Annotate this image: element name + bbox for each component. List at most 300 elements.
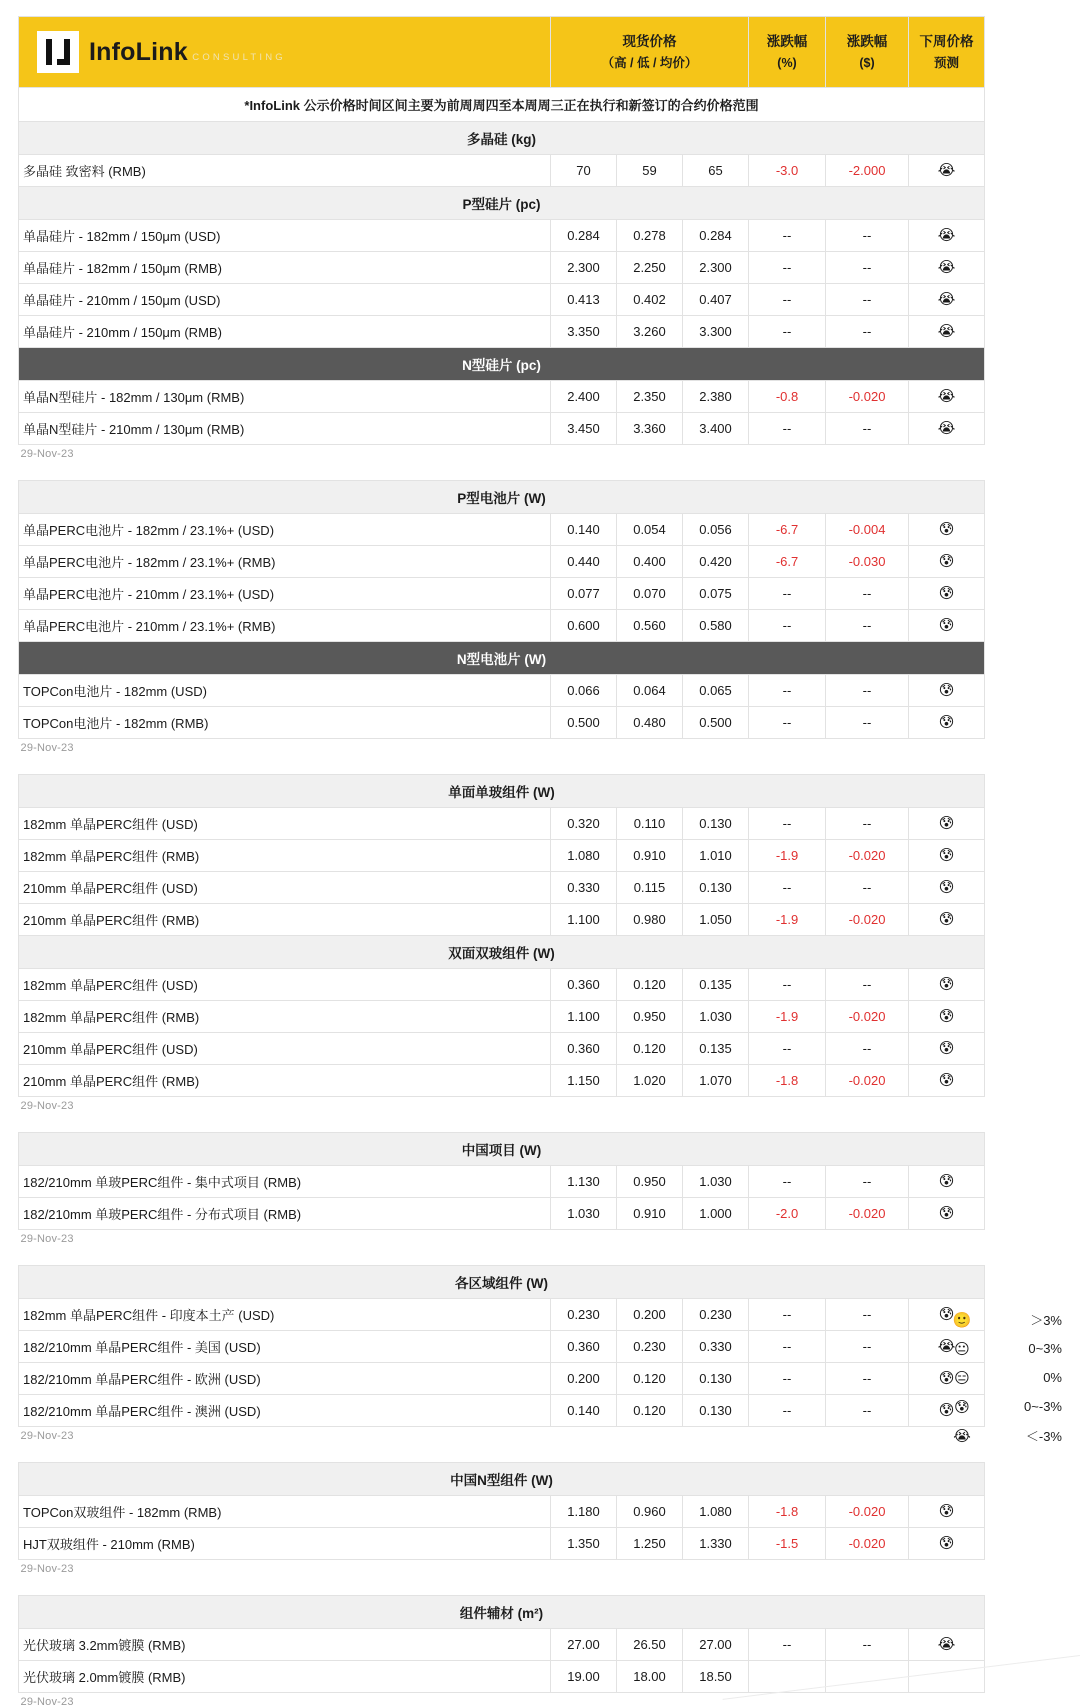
row-change-usd: -0.020 xyxy=(826,840,909,872)
row-label: 182mm 单晶PERC组件 (RMB) xyxy=(19,1001,551,1033)
row-label: 多晶硅 致密料 (RMB) xyxy=(19,155,551,187)
row-label: 光伏玻璃 2.0mm镀膜 (RMB) xyxy=(19,1661,551,1693)
row-high: 1.030 xyxy=(551,1198,617,1230)
price-table xyxy=(18,16,985,1708)
header-change-usd-sub: ($) xyxy=(828,53,906,74)
row-high: 0.330 xyxy=(551,872,617,904)
row-low: 0.950 xyxy=(617,1166,683,1198)
row-low: 0.402 xyxy=(617,284,683,316)
row-label: 182mm 单晶PERC组件 - 印度本土产 (USD) xyxy=(19,1299,551,1331)
row-change-pct: -1.8 xyxy=(749,1496,826,1528)
row-change-usd: -- xyxy=(826,1363,909,1395)
row-change-usd: -0.020 xyxy=(826,1496,909,1528)
row-low: 0.560 xyxy=(617,610,683,642)
row-change-usd: -- xyxy=(826,220,909,252)
row-high: 2.300 xyxy=(551,252,617,284)
row-change-pct: -- xyxy=(749,675,826,707)
table-row xyxy=(19,514,985,546)
table-row xyxy=(19,610,985,642)
row-low: 59 xyxy=(617,155,683,187)
row-label: 182/210mm 单晶PERC组件 - 澳洲 (USD) xyxy=(19,1395,551,1427)
row-forecast-face-icon: 😭 xyxy=(909,1331,985,1363)
row-forecast-face-icon: 😰 xyxy=(909,1166,985,1198)
row-label: 单晶硅片 - 210mm / 150μm (RMB) xyxy=(19,316,551,348)
row-label: 单晶PERC电池片 - 182mm / 23.1%+ (RMB) xyxy=(19,546,551,578)
row-high: 0.500 xyxy=(551,707,617,739)
table-header xyxy=(19,17,985,122)
row-change-pct: -- xyxy=(749,1363,826,1395)
row-change-pct: -- xyxy=(749,1331,826,1363)
row-forecast-face-icon: 😰 xyxy=(909,578,985,610)
row-low: 0.980 xyxy=(617,904,683,936)
row-average: 1.000 xyxy=(683,1198,749,1230)
row-low: 2.350 xyxy=(617,381,683,413)
table-row xyxy=(19,155,985,187)
row-average: 3.400 xyxy=(683,413,749,445)
row-average: 0.500 xyxy=(683,707,749,739)
row-label: 单晶PERC电池片 - 210mm / 23.1%+ (USD) xyxy=(19,578,551,610)
row-change-usd: -- xyxy=(826,872,909,904)
header-change-usd-title: 涨跌幅 xyxy=(847,34,888,49)
row-label: 210mm 单晶PERC组件 (USD) xyxy=(19,872,551,904)
row-change-pct: -1.9 xyxy=(749,1001,826,1033)
disclaimer-row xyxy=(19,88,985,122)
row-forecast-face-icon: 😰 xyxy=(909,546,985,578)
section-title: 中国N型组件 (W) xyxy=(19,1463,985,1496)
row-label: 单晶硅片 - 182mm / 150μm (RMB) xyxy=(19,252,551,284)
section-header-row xyxy=(19,187,985,220)
row-low: 0.054 xyxy=(617,514,683,546)
legend-label: 0~3% xyxy=(986,1341,1062,1356)
legend-face-icon: 😑 xyxy=(952,1369,972,1387)
row-high: 1.130 xyxy=(551,1166,617,1198)
date-stamp: 29-Nov-23 xyxy=(19,1097,985,1112)
row-change-usd: -0.020 xyxy=(826,904,909,936)
header-spot-price-title: 现货价格 xyxy=(623,34,677,49)
row-change-pct: -2.0 xyxy=(749,1198,826,1230)
row-change-usd: -- xyxy=(826,1629,909,1661)
section-title: N型硅片 (pc) xyxy=(19,348,985,381)
row-low: 0.200 xyxy=(617,1299,683,1331)
section-header-row xyxy=(19,348,985,381)
row-forecast-face-icon: 😭 xyxy=(909,284,985,316)
row-low: 0.070 xyxy=(617,578,683,610)
date-stamp: 29-Nov-23 xyxy=(19,739,985,754)
row-change-usd: -0.020 xyxy=(826,1198,909,1230)
section-title: 单面单玻组件 (W) xyxy=(19,775,985,808)
section-title: 各区域组件 (W) xyxy=(19,1266,985,1299)
row-forecast-face-icon: 😰 xyxy=(909,1528,985,1560)
disclaimer-text: *InfoLink 公示价格时间区间主要为前周周四至本周周三正在执行和新签订的合约价格范围 xyxy=(19,88,985,122)
row-change-usd: -0.030 xyxy=(826,546,909,578)
row-change-usd: -0.020 xyxy=(826,1528,909,1560)
row-low: 0.910 xyxy=(617,840,683,872)
legend-label: ＜-3% xyxy=(986,1426,1062,1445)
brand-tagline: CONSULTING xyxy=(192,52,286,63)
row-high: 1.100 xyxy=(551,904,617,936)
row-label: 单晶PERC电池片 - 210mm / 23.1%+ (RMB) xyxy=(19,610,551,642)
row-low: 18.00 xyxy=(617,1661,683,1693)
row-low: 0.400 xyxy=(617,546,683,578)
row-change-pct: -- xyxy=(749,1395,826,1427)
row-average: 0.580 xyxy=(683,610,749,642)
row-forecast-face-icon: 😭 xyxy=(909,220,985,252)
row-average: 0.407 xyxy=(683,284,749,316)
date-stamp: 29-Nov-23 xyxy=(19,1560,985,1575)
row-label: 182mm 单晶PERC组件 (USD) xyxy=(19,969,551,1001)
table-row xyxy=(19,1528,985,1560)
row-change-usd: -2.000 xyxy=(826,155,909,187)
row-forecast-face-icon: 😰 xyxy=(909,872,985,904)
row-low: 0.278 xyxy=(617,220,683,252)
row-high: 3.450 xyxy=(551,413,617,445)
row-low: 0.120 xyxy=(617,1363,683,1395)
row-high: 3.350 xyxy=(551,316,617,348)
row-change-pct: -1.8 xyxy=(749,1065,826,1097)
row-high: 1.100 xyxy=(551,1001,617,1033)
table-row xyxy=(19,872,985,904)
row-low: 3.260 xyxy=(617,316,683,348)
row-high: 1.350 xyxy=(551,1528,617,1560)
section-header-row xyxy=(19,775,985,808)
row-average: 0.130 xyxy=(683,1395,749,1427)
table-row xyxy=(19,413,985,445)
row-label: 182/210mm 单玻PERC组件 - 分布式项目 (RMB) xyxy=(19,1198,551,1230)
row-average: 1.030 xyxy=(683,1001,749,1033)
row-high: 0.360 xyxy=(551,969,617,1001)
row-label: 单晶硅片 - 182mm / 150μm (USD) xyxy=(19,220,551,252)
row-change-pct: -- xyxy=(749,1033,826,1065)
row-average: 0.135 xyxy=(683,969,749,1001)
header-spot-price-sub: （高 / 低 / 均价） xyxy=(553,53,746,74)
section-title: P型硅片 (pc) xyxy=(19,187,985,220)
row-low: 0.120 xyxy=(617,1395,683,1427)
row-forecast-face-icon: 😰 xyxy=(909,808,985,840)
row-forecast-face-icon: 😭 xyxy=(909,413,985,445)
section-header-row xyxy=(19,122,985,155)
row-low: 1.250 xyxy=(617,1528,683,1560)
row-change-pct: -- xyxy=(749,252,826,284)
row-label: 单晶硅片 - 210mm / 150μm (USD) xyxy=(19,284,551,316)
table-row xyxy=(19,1065,985,1097)
row-change-usd: -0.004 xyxy=(826,514,909,546)
brand-logo-cell xyxy=(19,17,551,88)
row-change-usd: -0.020 xyxy=(826,381,909,413)
row-high: 0.066 xyxy=(551,675,617,707)
row-low: 3.360 xyxy=(617,413,683,445)
row-average: 0.130 xyxy=(683,1363,749,1395)
row-label: 182/210mm 单晶PERC组件 - 美国 (USD) xyxy=(19,1331,551,1363)
row-forecast-face-icon: 😰 xyxy=(909,1198,985,1230)
table-row xyxy=(19,1629,985,1661)
table-row xyxy=(19,1198,985,1230)
row-change-pct: -- xyxy=(749,969,826,1001)
row-change-pct: -- xyxy=(749,1299,826,1331)
row-high: 27.00 xyxy=(551,1629,617,1661)
table-row xyxy=(19,969,985,1001)
legend-label: 0% xyxy=(986,1370,1062,1385)
section-title: 组件辅材 (m²) xyxy=(19,1596,985,1629)
row-low: 0.480 xyxy=(617,707,683,739)
row-low: 0.950 xyxy=(617,1001,683,1033)
legend-item xyxy=(952,1421,1062,1450)
row-low: 2.250 xyxy=(617,252,683,284)
row-change-pct: -- xyxy=(749,707,826,739)
row-forecast-face-icon: 😭 xyxy=(909,316,985,348)
table-row xyxy=(19,904,985,936)
row-change-pct: -1.9 xyxy=(749,840,826,872)
row-label: 210mm 单晶PERC组件 (RMB) xyxy=(19,904,551,936)
row-average: 1.080 xyxy=(683,1496,749,1528)
row-forecast-face-icon: 😰 xyxy=(909,1033,985,1065)
legend-item xyxy=(952,1392,1062,1421)
header-change-pct-title: 涨跌幅 xyxy=(767,34,808,49)
row-average: 65 xyxy=(683,155,749,187)
legend-item xyxy=(952,1305,1062,1334)
row-forecast-face-icon: 😰 xyxy=(909,1395,985,1427)
date-stamp-row xyxy=(19,445,985,481)
row-high: 0.140 xyxy=(551,1395,617,1427)
legend-face-icon: 🙂 xyxy=(952,1311,972,1329)
section-title: 中国项目 (W) xyxy=(19,1133,985,1166)
legend-face-icon: 😐 xyxy=(952,1340,972,1358)
row-change-usd: -- xyxy=(826,316,909,348)
row-low: 0.910 xyxy=(617,1198,683,1230)
row-average: 1.030 xyxy=(683,1166,749,1198)
table-row xyxy=(19,808,985,840)
row-forecast-face-icon: 😭 xyxy=(909,1629,985,1661)
forecast-legend xyxy=(952,1305,1062,1450)
table-row xyxy=(19,1166,985,1198)
section-header-row xyxy=(19,481,985,514)
header-change-usd xyxy=(826,17,909,88)
row-change-pct: -- xyxy=(749,284,826,316)
table-row xyxy=(19,546,985,578)
row-label: 单晶N型硅片 - 210mm / 130μm (RMB) xyxy=(19,413,551,445)
row-high: 0.077 xyxy=(551,578,617,610)
row-label: 182/210mm 单玻PERC组件 - 集中式项目 (RMB) xyxy=(19,1166,551,1198)
row-high: 0.320 xyxy=(551,808,617,840)
header-forecast xyxy=(909,17,985,88)
row-forecast-face-icon: 😭 xyxy=(909,155,985,187)
legend-face-icon: 😰 xyxy=(952,1398,972,1416)
date-stamp-row xyxy=(19,1427,985,1463)
table-row xyxy=(19,252,985,284)
row-change-usd: -- xyxy=(826,808,909,840)
row-change-pct: -- xyxy=(749,808,826,840)
row-change-pct: -- xyxy=(749,220,826,252)
row-forecast-face-icon: 😰 xyxy=(909,904,985,936)
date-stamp-row xyxy=(19,1560,985,1596)
date-stamp: 29-Nov-23 xyxy=(19,1427,985,1442)
row-label: 182/210mm 单晶PERC组件 - 欧洲 (USD) xyxy=(19,1363,551,1395)
section-title: 双面双玻组件 (W) xyxy=(19,936,985,969)
row-forecast-face-icon: 😰 xyxy=(909,1001,985,1033)
row-change-pct: -- xyxy=(749,872,826,904)
row-high: 0.440 xyxy=(551,546,617,578)
price-sheet xyxy=(18,0,958,1708)
row-label: TOPCon双玻组件 - 182mm (RMB) xyxy=(19,1496,551,1528)
table-row xyxy=(19,381,985,413)
row-label: 单晶N型硅片 - 182mm / 130μm (RMB) xyxy=(19,381,551,413)
table-row xyxy=(19,707,985,739)
row-change-pct: -- xyxy=(749,1629,826,1661)
table-row xyxy=(19,1331,985,1363)
row-low: 26.50 xyxy=(617,1629,683,1661)
section-header-row xyxy=(19,1133,985,1166)
row-change-usd: -- xyxy=(826,578,909,610)
row-label: TOPCon电池片 - 182mm (USD) xyxy=(19,675,551,707)
header-forecast-line2: 预测 xyxy=(911,53,982,74)
row-high: 70 xyxy=(551,155,617,187)
row-change-pct: -- xyxy=(749,413,826,445)
header-change-pct xyxy=(749,17,826,88)
date-stamp: 29-Nov-23 xyxy=(19,445,985,460)
table-row xyxy=(19,1496,985,1528)
row-average: 0.075 xyxy=(683,578,749,610)
row-forecast-face-icon: 😭 xyxy=(909,252,985,284)
row-average: 0.065 xyxy=(683,675,749,707)
table-row xyxy=(19,1395,985,1427)
brand-name: InfoLink xyxy=(89,38,188,66)
row-change-pct: -- xyxy=(749,316,826,348)
row-high: 0.230 xyxy=(551,1299,617,1331)
header-forecast-line1: 下周价格 xyxy=(920,34,974,49)
row-change-pct: -- xyxy=(749,610,826,642)
row-low: 0.110 xyxy=(617,808,683,840)
row-change-usd: -- xyxy=(826,610,909,642)
row-high: 0.360 xyxy=(551,1331,617,1363)
row-low: 0.064 xyxy=(617,675,683,707)
row-forecast-face-icon: 😰 xyxy=(909,675,985,707)
date-stamp-row xyxy=(19,739,985,775)
legend-face-icon: 😭 xyxy=(952,1427,972,1445)
row-change-usd: -- xyxy=(826,707,909,739)
row-change-usd: -- xyxy=(826,1166,909,1198)
section-header-row xyxy=(19,1463,985,1496)
row-low: 0.120 xyxy=(617,969,683,1001)
row-change-usd: -- xyxy=(826,252,909,284)
date-stamp-row xyxy=(19,1230,985,1266)
row-low: 0.960 xyxy=(617,1496,683,1528)
table-row xyxy=(19,316,985,348)
legend-item xyxy=(952,1363,1062,1392)
row-average: 0.130 xyxy=(683,808,749,840)
row-label: 182mm 单晶PERC组件 (RMB) xyxy=(19,840,551,872)
section-title: 多晶硅 (kg) xyxy=(19,122,985,155)
row-high: 0.600 xyxy=(551,610,617,642)
row-forecast-face-icon: 😭 xyxy=(909,381,985,413)
row-forecast-face-icon: 😰 xyxy=(909,514,985,546)
table-row xyxy=(19,1661,985,1693)
row-average: 1.330 xyxy=(683,1528,749,1560)
section-header-row xyxy=(19,1596,985,1629)
infolink-logo-icon xyxy=(37,31,79,73)
table-row xyxy=(19,1033,985,1065)
table-row xyxy=(19,675,985,707)
row-forecast-face-icon: 😰 xyxy=(909,707,985,739)
table-row xyxy=(19,1299,985,1331)
date-stamp-row xyxy=(19,1693,985,1708)
row-average: 0.230 xyxy=(683,1299,749,1331)
legend-label: 0~-3% xyxy=(986,1399,1062,1414)
row-change-usd: -- xyxy=(826,1395,909,1427)
row-high: 1.180 xyxy=(551,1496,617,1528)
row-forecast-face-icon: 😰 xyxy=(909,1299,985,1331)
table-row xyxy=(19,284,985,316)
row-label: 210mm 单晶PERC组件 (RMB) xyxy=(19,1065,551,1097)
row-average: 2.380 xyxy=(683,381,749,413)
row-average: 1.010 xyxy=(683,840,749,872)
row-average: 1.070 xyxy=(683,1065,749,1097)
row-forecast-face-icon: 😰 xyxy=(909,840,985,872)
date-stamp: 29-Nov-23 xyxy=(19,1693,985,1708)
section-title: P型电池片 (W) xyxy=(19,481,985,514)
row-change-pct: -6.7 xyxy=(749,546,826,578)
row-average: 0.420 xyxy=(683,546,749,578)
row-change-usd: -- xyxy=(826,413,909,445)
row-high: 0.360 xyxy=(551,1033,617,1065)
row-average: 27.00 xyxy=(683,1629,749,1661)
row-high: 19.00 xyxy=(551,1661,617,1693)
table-row xyxy=(19,1363,985,1395)
header-spot-price xyxy=(551,17,749,88)
row-change-usd: -- xyxy=(826,1033,909,1065)
row-change-pct: -1.9 xyxy=(749,904,826,936)
row-change-pct: -- xyxy=(749,578,826,610)
row-high: 1.080 xyxy=(551,840,617,872)
row-change-pct: -6.7 xyxy=(749,514,826,546)
row-change-pct: -3.0 xyxy=(749,155,826,187)
row-average: 0.130 xyxy=(683,872,749,904)
row-change-pct: -- xyxy=(749,1166,826,1198)
table-row xyxy=(19,220,985,252)
row-high: 1.150 xyxy=(551,1065,617,1097)
date-stamp: 29-Nov-23 xyxy=(19,1230,985,1245)
row-forecast-face-icon: 😰 xyxy=(909,610,985,642)
row-label: HJT双玻组件 - 210mm (RMB) xyxy=(19,1528,551,1560)
row-average: 0.284 xyxy=(683,220,749,252)
section-header-row xyxy=(19,1266,985,1299)
section-header-row xyxy=(19,936,985,969)
table-body xyxy=(19,122,985,1708)
row-average: 1.050 xyxy=(683,904,749,936)
row-change-pct: -0.8 xyxy=(749,381,826,413)
row-label: 光伏玻璃 3.2mm镀膜 (RMB) xyxy=(19,1629,551,1661)
row-low: 0.230 xyxy=(617,1331,683,1363)
row-label: 182mm 单晶PERC组件 (USD) xyxy=(19,808,551,840)
section-header-row xyxy=(19,642,985,675)
row-change-usd: -- xyxy=(826,1299,909,1331)
row-low: 1.020 xyxy=(617,1065,683,1097)
row-high: 0.284 xyxy=(551,220,617,252)
row-change-usd: -0.020 xyxy=(826,1001,909,1033)
table-row xyxy=(19,578,985,610)
row-average: 0.056 xyxy=(683,514,749,546)
section-title: N型电池片 (W) xyxy=(19,642,985,675)
row-forecast-face-icon: 😰 xyxy=(909,1363,985,1395)
row-change-usd: -- xyxy=(826,969,909,1001)
header-row xyxy=(19,17,985,88)
row-high: 0.200 xyxy=(551,1363,617,1395)
row-high: 2.400 xyxy=(551,381,617,413)
row-label: 210mm 单晶PERC组件 (USD) xyxy=(19,1033,551,1065)
row-label: TOPCon电池片 - 182mm (RMB) xyxy=(19,707,551,739)
row-forecast-face-icon: 😰 xyxy=(909,1496,985,1528)
table-row xyxy=(19,840,985,872)
row-forecast-face-icon xyxy=(909,1661,985,1693)
row-average: 0.330 xyxy=(683,1331,749,1363)
